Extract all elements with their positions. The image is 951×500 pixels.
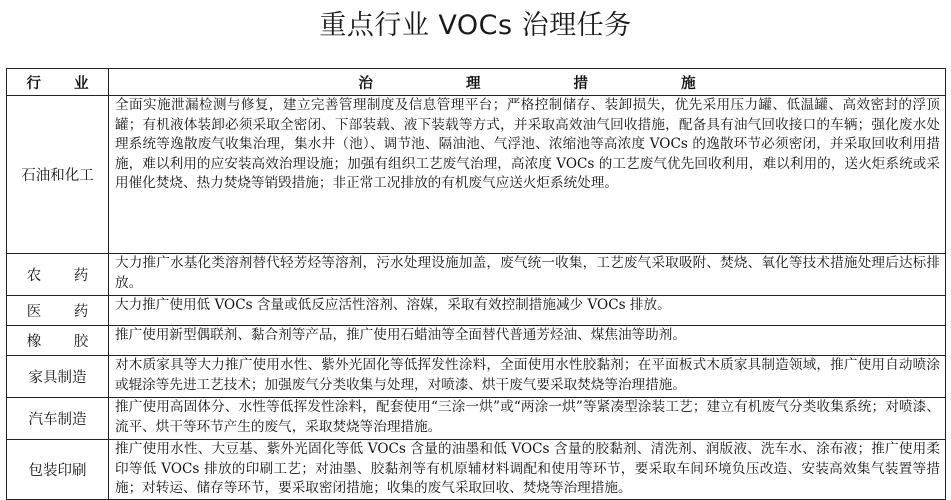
measures-cell: 推广使用水性、大豆基、紫外光固化等低 VOCs 含量的油墨和低 VOCs 含量的胶黏剂、清洗剂、润版液、洗车水、涂布液；推广使用柔印等低 VOCs 排放的印刷工艺；对油墨、胶黏剂等有机原辅材料调配和使用等环节，要采取车间环境负压改造、安装高效集气装置等措施；对转运、储存等环节，要采取密闭措施；收集的废气采取回收、焚烧等治理措施。 [109,440,946,500]
table-row [7,254,946,296]
industry-cell: 农 药 [7,254,109,296]
table-row [7,326,946,356]
table-row [7,398,946,440]
measures-cell: 推广使用新型偶联剂、黏合剂等产品，推广使用石蜡油等全面替代普通芳烃油、煤焦油等助剂。 [109,326,946,356]
measures-cell: 大力推广水基化类溶剂替代轻芳烃等溶剂，污水处理设施加盖，废气统一收集，工艺废气采取吸附、焚烧、氧化等技术措施处理后达标排放。 [109,254,946,296]
industry-cell: 石油和化工 [7,96,109,254]
table-header-row [7,69,946,96]
table-row [7,96,946,254]
voc-tasks-table [6,68,946,500]
measures-cell: 对木质家具等大力推广使用水性、紫外光固化等低挥发性涂料，全面使用水性胶黏剂；在平面板式木质家具制造领域，推广使用自动喷涂或辊涂等先进工艺技术；加强废气分类收集与处理，对喷漆、烘干废气要采取焚烧等治理措施。 [109,356,946,398]
industry-cell: 包装印刷 [7,440,109,500]
table-row [7,296,946,326]
header-measures: 治 理 措 施 [109,69,946,96]
industry-cell: 汽车制造 [7,398,109,440]
measures-cell: 大力推广使用低 VOCs 含量或低反应活性溶剂、溶媒，采取有效控制措施减少 VOCs 排放。 [109,296,946,326]
page-title: 重点行业 VOCs 治理任务 [319,10,632,41]
header-industry: 行 业 [7,69,109,96]
industry-cell: 橡 胶 [7,326,109,356]
industry-cell: 家具制造 [7,356,109,398]
measures-cell: 推广使用高固体分、水性等低挥发性涂料，配套使用“三涂一烘”或“两涂一烘”等紧凑型涂装工艺；建立有机废气分类收集系统；对喷漆、流平、烘干等环节产生的废气，采取焚烧等治理措施。 [109,398,946,440]
table-row [7,356,946,398]
measures-cell: 全面实施泄漏检测与修复，建立完善管理制度及信息管理平台；严格控制储存、装卸损失，优先采用压力罐、低温罐、高效密封的浮顶罐；有机液体装卸必须采取全密闭、下部装载、液下装载等方式，并采取高效油气回收措施，配备具有油气回收接口的车辆；强化废水处理系统等逸散废气收集治理，集水井（池）、调节池、隔油池、气浮池、浓缩池等高浓度 VOCs 的逸散环节必须密闭，并采取回收利用措施，难以利用的应安装高效治理设施；加强有组织工艺废气治理，高浓度 VOCs 的工艺废气优先回收利用，难以利用的，送火炬系统或采用催化焚烧、热力焚烧等销毁措施；非正常工况排放的有机废气应送火炬系统处理。 [109,96,946,254]
industry-cell: 医 药 [7,296,109,326]
